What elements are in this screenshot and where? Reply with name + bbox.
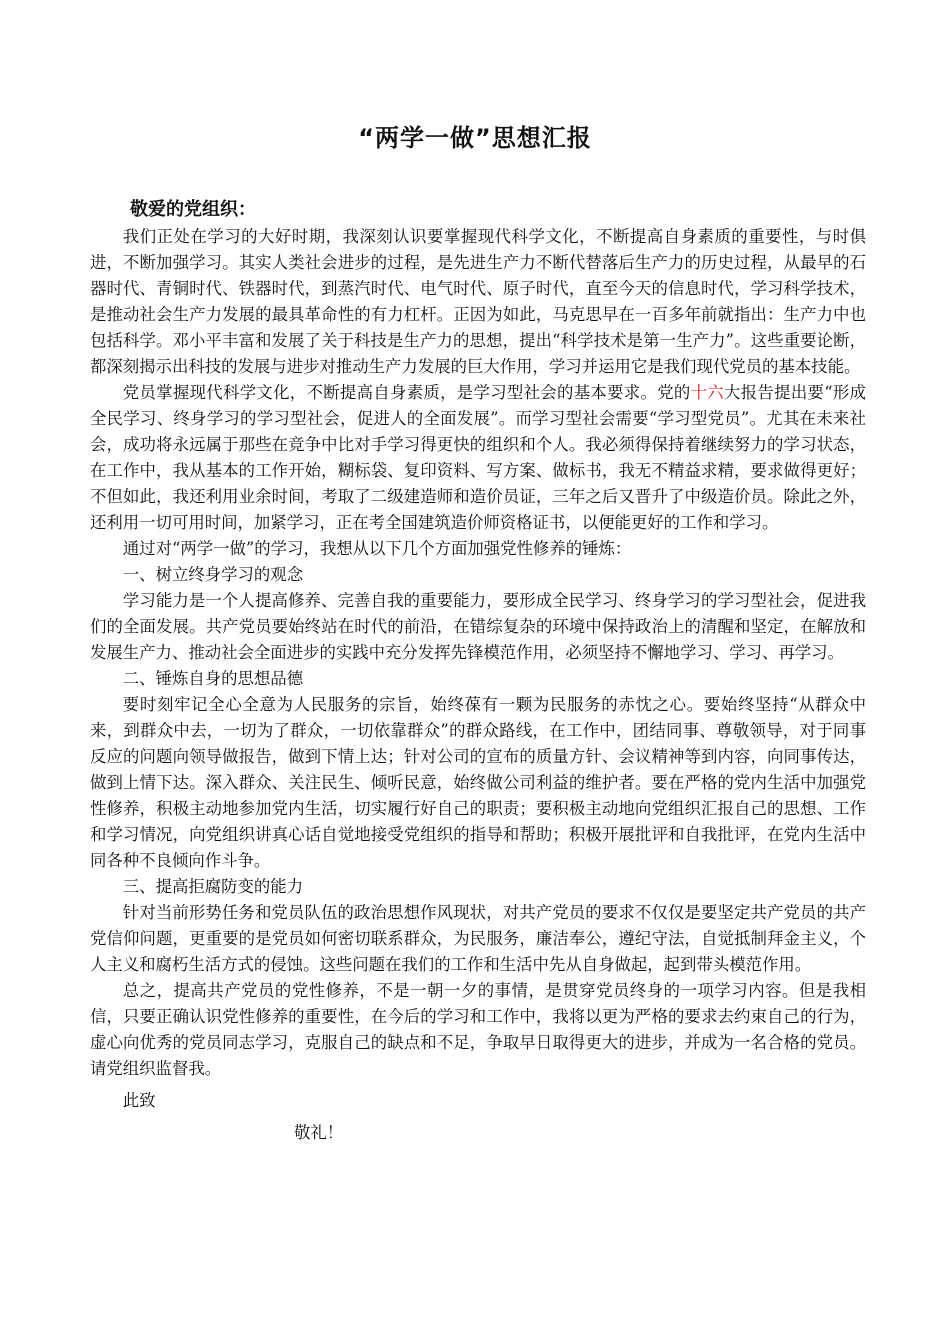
paragraph-3: 通过对“两学一做”的学习，我想从以下几个方面加强党性修养的锤炼： [122,539,632,558]
paragraph-1: 我们正处在学习的大好时期，我深刻认识要掌握现代科学文化，不断提高自身素质的重要性，与时俱进，不断加强学习。其实人类社会进步的过程，是先进生产力不断代替落后生产力的历史过程，从最早的石器时代、青铜时代、铁器时代，到蒸汽时代、电气时代、原子时代，直至今天的信息时代，学习科学技术，是推动社会生产力发展的最具革命性的有力杠杆。正因为如此，马克思早在一百多年前就指出：生产力中也包括科学。邓小平丰富和发展了关于科技是生产力的思想，提出“科学技术是第一生产力”。这些重要论断，都深刻揭示出科技的发展与进步对推动生产力发展的巨大作用，学习并运用它是我们现代党员的基本技能。 [90,227,866,376]
paragraph-2-part-1: 党员掌握现代科学文化，不断提高自身素质，是学习型社会的基本要求。党的 [122,383,691,402]
section-heading-1: 一、树立终身学习的观念 [122,565,304,584]
document-title: “两学一做”思想汇报 [358,124,592,152]
paragraph-6: 针对当前形势任务和党员队伍的政治思想作风现状，对共产党员的要求不仅仅是要坚定共产党员的共产党信仰问题，更重要的是党员如何密切联系群众，为民服务，廉洁奉公，遵纪守法，自觉抵制拜金主义，个人主义和腐朽生活方式的侵蚀。这些问题在我们的工作和生活中先从自身做起，起到带头模范作用。 [90,903,866,974]
paragraph-7: 总之，提高共产党员的党性修养，不是一朝一夕的事情，是贯穿党员终身的一项学习内容。但是我相信，只要正确认识党性修养的重要性，在今后的学习和工作中，我将以更为严格的要求去约束自己的行为，虚心向优秀的党员同志学习，克服自己的缺点和不足，争取早日取得更大的进步，并成为一名合格的党员。请党组织监督我。 [90,981,866,1078]
salutation: 敬爱的党组织： [130,199,256,220]
highlight-text: 十六 [690,383,725,402]
paragraph-2-part-2: 大报告提出要“形成全民学习、终身学习的学习型社会，促进人的全面发展”。而学习型社会需要“学习型党员”。尤其在未来社会，成功将永远属于那些在竞争中比对手学习得更快的组织和个人。我必须得保持着继续努力的学习状态，在工作中，我从基本的工作开始，糊标袋、复印资料、写方案、做标书，我无不精益求精，要求做得更好；不但如此，我还利用业余时间，考取了二级建造师和造价员证，三年之后又晋升了中级造价员。除此之外，还利用一切可用时间，加紧学习，正在考全国建筑造价师资格证书，以便能更好的工作和学习。 [90,383,866,532]
paragraph-5: 要时刻牢记全心全意为人民服务的宗旨，始终葆有一颗为民服务的赤忱之心。要始终坚持“从群众中来，到群众中去，一切为了群众，一切依靠群众”的群众路线，在工作中，团结同事、尊敬领导，对于同事反应的问题向领导做报告，做到下情上达；针对公司的宣布的质量方针、会议精神等到内容，向同事传达，做到上情下达。深入群众、关注民生、倾听民意，始终做公司利益的维护者。要在严格的党内生活中加强党性修养，积极主动地参加党内生活，切实履行好自己的职责；要积极主动地向党组织汇报自己的思想、工作和学习情况，向党组织讲真心话自觉地接受党组织的指导和帮助；积极开展批评和自我批评，在党内生活中同各种不良倾向作斗争。 [90,695,866,870]
closing-text: 此致 [122,1091,156,1110]
section-heading-3: 三、提高拒腐防变的能力 [122,877,304,896]
document-body [90,196,866,1146]
section-heading-2: 二、锤炼自身的思想品德 [122,669,304,688]
paragraph-4: 学习能力是一个人提高修养、完善自我的重要能力，要形成全民学习、终身学习的学习型社会，促进我们的全面发展。共产党员要始终站在时代的前沿，在错综复杂的环境中保持政治上的清醒和坚定，在解放和发展生产力、推动社会全面进步的实践中充分发挥先锋模范作用，必须坚持不懈地学习、学习、再学习。 [90,591,866,662]
regards-text: 敬礼！ [294,1123,344,1142]
paragraph-2 [90,380,866,536]
